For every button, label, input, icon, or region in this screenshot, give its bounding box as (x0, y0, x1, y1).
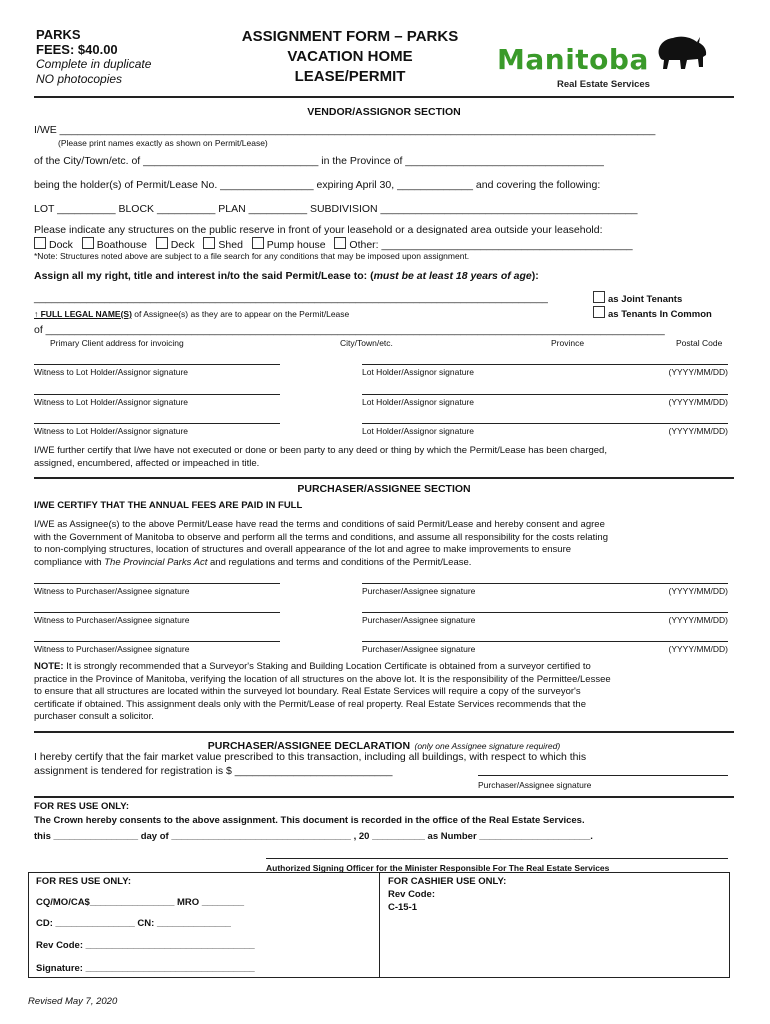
witness-purchaser-label: Witness to Purchaser/Assignee signature (34, 615, 190, 625)
vendor-divider (34, 477, 734, 479)
assignee-name-field[interactable]: ________________________________________________________________________________________ (34, 292, 548, 304)
holder-sign-line[interactable] (362, 364, 728, 365)
witness-assignor-label: Witness to Lot Holder/Assignor signature (34, 397, 189, 407)
witness-assignor-label: Witness to Lot Holder/Assignor signature (34, 426, 189, 436)
officer-sign-line[interactable] (266, 858, 728, 859)
cq-mro-field[interactable]: CQ/MO/CA$________________ MRO ________ (36, 897, 245, 908)
holder-signature-label: Lot Holder/Assignor signature (362, 426, 474, 436)
fair-market-value-field[interactable]: assignment is tendered for registration is $ ___________________________ (34, 765, 393, 777)
purchaser-divider (34, 731, 734, 733)
logo-subtitle: Real Estate Services (557, 79, 650, 90)
holder-sign-line[interactable] (362, 394, 728, 395)
holder-sign-line[interactable] (362, 423, 728, 424)
structures-note: *Note: Structures noted above are subject to a file search for any conditions that may be imposed upon assignment. (34, 251, 470, 261)
witness-purchaser-label: Witness to Purchaser/Assignee signature (34, 586, 190, 596)
logo-wordmark: Manitoba (497, 43, 649, 76)
assign-statement: Assign all my right, title and interest in/to the said Permit/Lease to: (must be at least 18 years of age): (34, 270, 539, 282)
purchaser-section-title: PURCHASER/ASSIGNEE SECTION (297, 483, 471, 495)
witness-sign-line[interactable] (34, 612, 280, 613)
purchaser-sign-line[interactable] (362, 641, 728, 642)
structures-question: Please indicate any structures on the public reserve in front of your leasehold or a designated area outside your leasehold: (34, 224, 603, 236)
date-label: (YYYY/MM/DD) (668, 367, 728, 377)
tenants-in-common-checkbox[interactable]: as Tenants In Common (593, 306, 712, 320)
duplicate-note: Complete in duplicate (36, 57, 152, 71)
office-use-divider (379, 872, 380, 977)
dock-checkbox[interactable]: Dock (34, 239, 73, 251)
form-header-info (36, 27, 151, 87)
witness-sign-line[interactable] (34, 394, 280, 395)
address-city-label: City/Town/etc. (340, 338, 393, 348)
signature-field[interactable]: Signature: ________________________________ (36, 963, 255, 974)
cashier-rev-code-label: Rev Code: (388, 889, 435, 900)
date-label: (YYYY/MM/DD) (668, 615, 728, 625)
purchaser-signature-label: Purchaser/Assignee signature (362, 615, 476, 625)
recording-details-field[interactable]: this ________________ day of __________________________________ , 20 __________ as Number _____________________. (34, 831, 593, 842)
address-primary-label: Primary Client address for invoicing (50, 338, 184, 348)
fees-paid-statement: I/WE CERTIFY THAT THE ANNUAL FEES ARE PAID IN FULL (34, 500, 303, 511)
assignee-address-field[interactable]: of __________________________________________________________________________________________________________ (34, 324, 665, 336)
declaration-signature-label: Purchaser/Assignee signature (478, 780, 592, 790)
header-divider (34, 96, 734, 98)
deck-checkbox[interactable]: Deck (156, 239, 195, 251)
holder-signature-label: Lot Holder/Assignor signature (362, 367, 474, 377)
parks-label: PARKS (36, 27, 81, 42)
address-province-label: Province (551, 338, 585, 348)
permit-number-field[interactable]: being the holder(s) of Permit/Lease No. ________________ expiring April 30, _____________ and covering the following: (34, 179, 601, 191)
fees-label: FEES: $40.00 (36, 42, 118, 57)
holder-signature-label: Lot Holder/Assignor signature (362, 397, 474, 407)
revision-date: Revised May 7, 2020 (28, 996, 118, 1007)
other-checkbox[interactable]: Other: ___________________________________________ (334, 239, 632, 251)
crown-consent-text: The Crown hereby consents to the above assignment. This document is recorded in the office of the Real Estate Services. (34, 815, 585, 826)
vendor-section-title: VENDOR/ASSIGNOR SECTION (307, 106, 461, 118)
vendor-name-field[interactable]: I/WE ______________________________________________________________________________________________________ (34, 124, 656, 136)
witness-assignor-label: Witness to Lot Holder/Assignor signature (34, 367, 189, 377)
joint-tenants-checkbox[interactable]: as Joint Tenants (593, 291, 682, 305)
declaration-sign-line[interactable] (478, 775, 728, 776)
title-line-3: LEASE/PERMIT (294, 68, 406, 85)
res-use-title: FOR RES USE ONLY: (34, 801, 130, 812)
declaration-divider (34, 796, 734, 798)
pump-house-checkbox[interactable]: Pump house (252, 239, 326, 251)
res-use-box-title: FOR RES USE ONLY: (36, 876, 132, 887)
surveyor-note: NOTE: It is strongly recommended that a Surveyor's Staking and Building Location Certificate is obtained from a surveyor certified to practice in the Province of Manitoba, verifying the location of all structures on the above lot. It is the responsibility of the Permittee/Lessee to ensure that all structures are located within the surveyed lot boundary. Real Estate Services will require a copy of the surveyor's certificate if obtained. This assignment deals only with the Permit/Lease of real property. Real Estate Services recommends that the purchaser consult a solicitor. (34, 661, 611, 722)
date-label: (YYYY/MM/DD) (668, 426, 728, 436)
purchaser-signature-label: Purchaser/Assignee signature (362, 586, 476, 596)
print-names-note: (Please print names exactly as shown on Permit/Lease) (58, 138, 268, 148)
title-line-1: ASSIGNMENT FORM – PARKS (241, 28, 459, 45)
declaration-text: I hereby certify that the fair market value prescribed to this transaction, including all buildings, with respect to which this (34, 751, 587, 763)
cashier-use-title: FOR CASHIER USE ONLY: (388, 876, 507, 887)
purchaser-consent-text: I/WE as Assignee(s) to the above Permit/Lease have read the terms and conditions of said Permit/Lease and hereby consent and agree with the Government of Manitoba to observe and perform all the terms and conditions, and assume all responsibility for the costs relating to non-complying structures, location of structures and overall appearance of the lot and agree to make improvements to ensure compliance with The Provincial Parks Act and regulations and terms and conditions of the Permit/Lease. (34, 519, 608, 568)
authorized-officer-label: Authorized Signing Officer for the Minister Responsible For The Real Estate Services (266, 863, 610, 873)
vendor-city-province-field[interactable]: of the City/Town/etc. of ______________________________ in the Province of __________________________________ (34, 155, 604, 167)
cashier-code-value: C-15-1 (388, 902, 418, 913)
date-label: (YYYY/MM/DD) (668, 397, 728, 407)
witness-sign-line[interactable] (34, 364, 280, 365)
purchaser-sign-line[interactable] (362, 612, 728, 613)
shed-checkbox[interactable]: Shed (203, 239, 243, 251)
witness-sign-line[interactable] (34, 423, 280, 424)
further-certify-text: I/WE further certify that I/we have not executed or done or been party to any deed or thing by which the Permit/Lease has been charged, assigned, encumbered, affected or impeached in title. (34, 445, 607, 469)
rev-code-field[interactable]: Rev Code: ________________________________ (36, 940, 255, 951)
witness-sign-line[interactable] (34, 583, 280, 584)
boathouse-checkbox[interactable]: Boathouse (82, 239, 147, 251)
purchaser-sign-line[interactable] (362, 583, 728, 584)
manitoba-logo (497, 33, 707, 93)
form-title (215, 27, 485, 87)
witness-sign-line[interactable] (34, 641, 280, 642)
address-postal-label: Postal Code (676, 338, 723, 348)
full-legal-names-note: ↑ FULL LEGAL NAME(S) of Assignee(s) as they are to appear on the Permit/Lease (34, 309, 350, 319)
witness-purchaser-label: Witness to Purchaser/Assignee signature (34, 644, 190, 654)
structures-options (34, 237, 633, 251)
bison-icon (653, 33, 709, 73)
date-label: (YYYY/MM/DD) (668, 586, 728, 596)
date-label: (YYYY/MM/DD) (668, 644, 728, 654)
lot-block-plan-field[interactable]: LOT __________ BLOCK __________ PLAN __________ SUBDIVISION ____________________________________________ (34, 203, 638, 215)
declaration-title: PURCHASER/ASSIGNEE DECLARATION (only one Assignee signature required) (207, 740, 561, 752)
title-line-2: VACATION HOME (287, 48, 413, 65)
photocopy-note: NO photocopies (36, 72, 123, 86)
cd-cn-field[interactable]: CD: _______________ CN: ______________ (36, 918, 231, 929)
purchaser-signature-label: Purchaser/Assignee signature (362, 644, 476, 654)
